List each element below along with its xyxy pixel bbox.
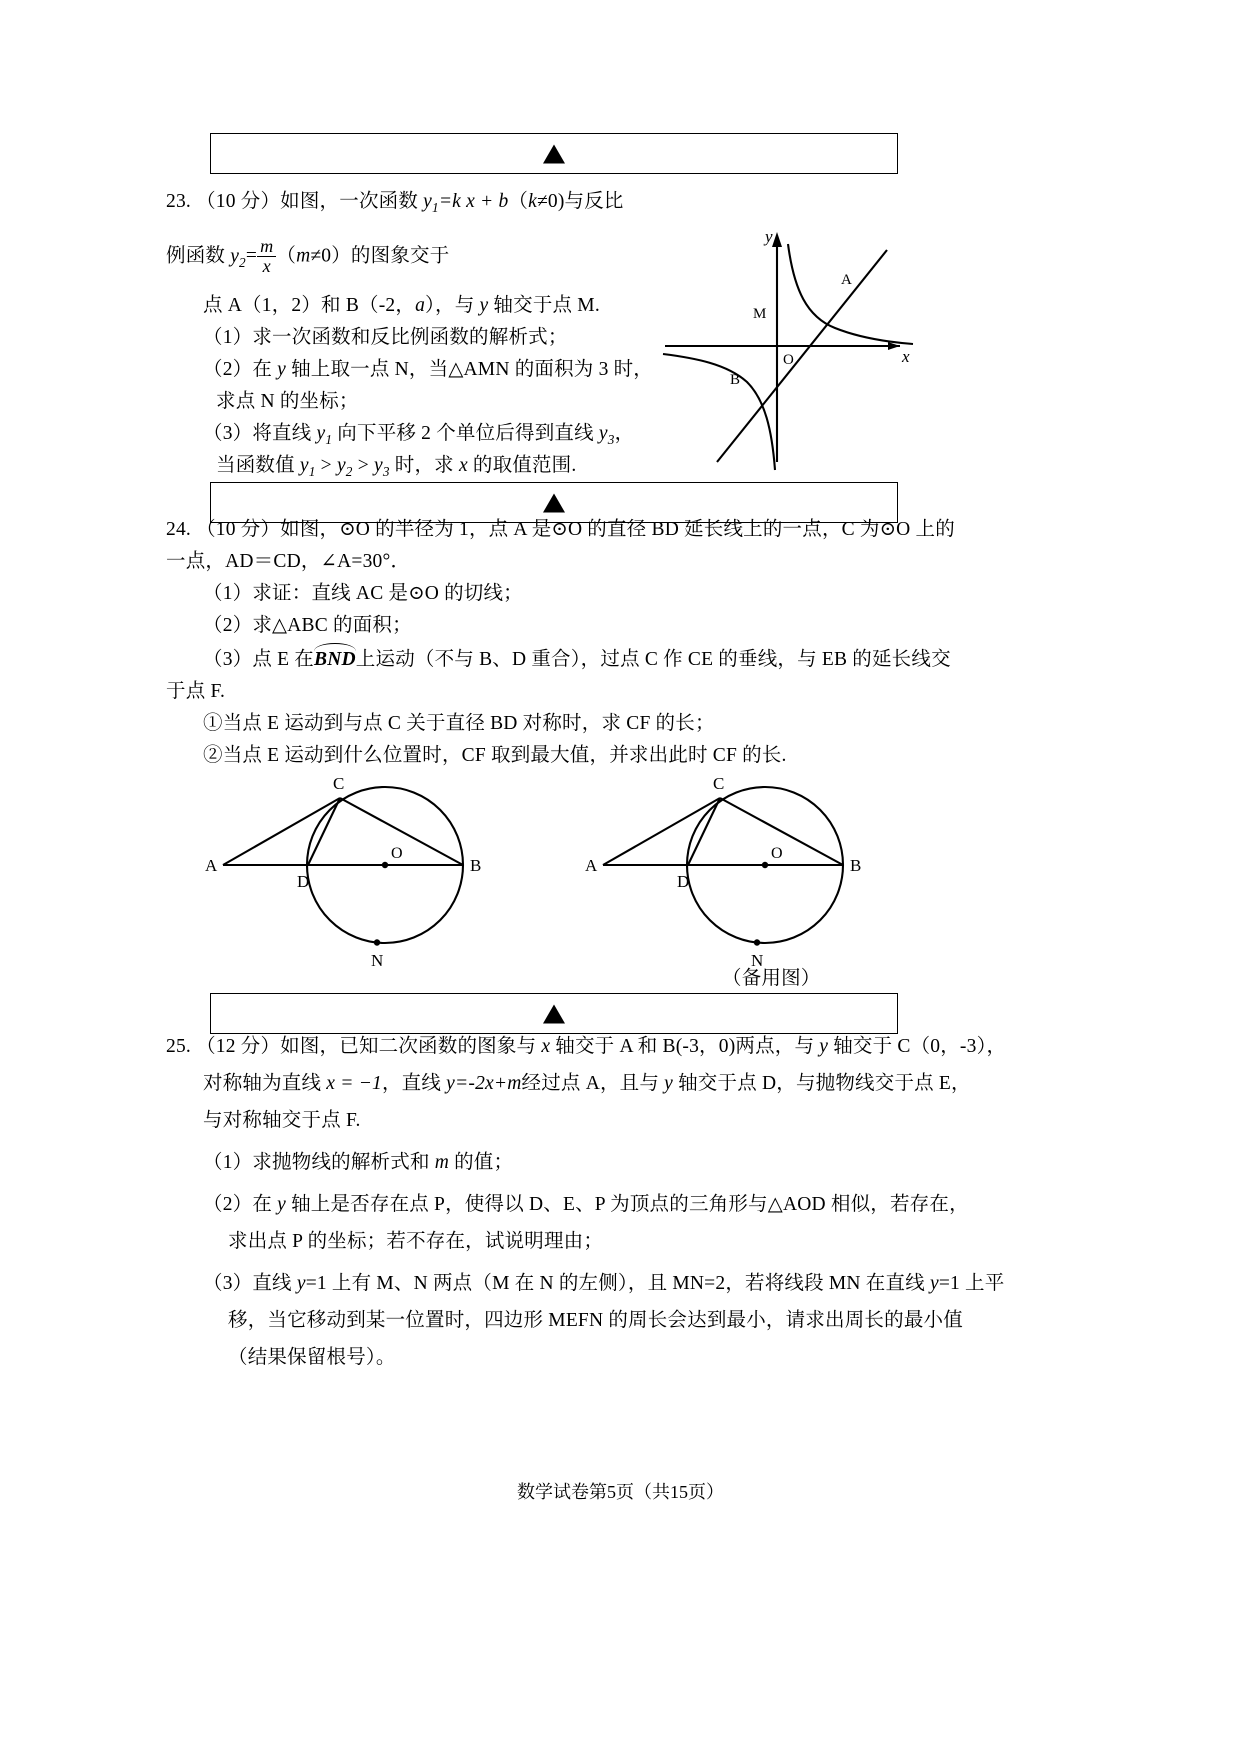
problem-24-part-1: （1）求证：直线 AC 是⊙O 的切线； [203,583,523,604]
problem-23-part-3: （3）将直线 $y_1$ 向下平移 2 个单位后得到直线 $y_3$， [203,423,635,447]
problem-23-part-2-cont: 求点 N 的坐标； [216,391,359,412]
label-y-axis: y [765,227,773,246]
problem-25-part-3-cont-1: 移，当它移动到某一位置时，四边形 MEFN 的周长会达到最小，请求出周长的最小值 [228,1310,963,1331]
label-point-D: D [677,872,690,891]
label-point-N: N [751,951,764,970]
triangle-marker-icon [543,493,565,512]
answer-box-22[interactable] [210,133,898,174]
label-point-N: N [371,951,384,970]
label-point-B: B [730,372,741,388]
figure-problem-24-main [205,770,545,970]
arc-BND-label: BND [314,648,356,672]
label-point-M: M [753,306,767,322]
label-point-C: C [333,774,345,793]
triangle-marker-icon [543,144,565,163]
problem-25-line-1: 25. （12 分）如图，已知二次函数的图象与 x 轴交于 A 和 B(-3，0)两点，与 y 轴交于 C（0，-3）， [166,1036,1007,1057]
problem-25-line-2: 对称轴为直线 x = −1，直线 y=-2x+m经过点 A，且与 y 轴交于点 D，与抛物线交于点 E， [203,1073,971,1094]
problem-24-part-3-cont: 于点 F. [166,681,226,702]
answer-box-23[interactable] [210,482,898,523]
label-point-D: D [297,872,310,891]
label-point-A: A [205,856,218,875]
label-point-O: O [391,845,403,862]
circle-figure-spare [585,770,925,970]
problem-25-line-3: 与对称轴交于点 F. [203,1110,361,1131]
label-x-axis: x [902,347,910,366]
label-origin: O [783,352,794,368]
fraction-m-over-x: $\frac{m}{x}$ [257,237,276,275]
problem-25-part-2-cont: 求出点 P 的坐标；若不存在，试说明理由； [228,1231,604,1252]
figure-problem-24-spare [585,770,925,970]
triangle-marker-icon [543,1004,565,1023]
label-point-O: O [771,845,783,862]
problem-24-part-3: （3）点 E 在BND上运动（不与 B、D 重合），过点 C 作 CE 的垂线，与 EB 的延长线交 [203,648,951,672]
figure-spare-caption: （备用图） [722,968,821,989]
problem-24-part-2: （2）求△ABC 的面积； [203,615,412,636]
problem-23-number: 23. [166,191,191,212]
problem-23-part-1: （1）求一次函数和反比例函数的解析式； [203,327,568,348]
problem-25-part-2: （2）在 y 轴上是否存在点 P，使得以 D、E、P 为顶点的三角形与△AOD 相似，若存在， [203,1194,969,1215]
problem-23-line-1: 23. （10 分）如图，一次函数 $y_1=k$ x + b（k≠0)与反比 [166,191,624,215]
circle-figure-main [205,770,545,970]
problem-23-part-3-cont: 当函数值 $y_1 > y_2 > y_3$ 时，求 x 的取值范围. [216,455,577,479]
label-point-A: A [841,272,852,288]
problem-23-line-3: 点 A（1，2）和 B（-2，a），与 y 轴交于点 M. [203,295,600,316]
problem-25-part-3: （3）直线 y=1 上有 M、N 两点（M 在 N 的左侧），且 MN=2，若将线段 MN 在直线 y=1 上平 [203,1273,1005,1294]
problem-24-part-3-sub-1: ①当点 E 运动到与点 C 关于直径 BD 对称时，求 CF 的长； [203,713,715,734]
problem-24-line-1: 24. （10 分）如图，⊙O 的半径为 1，点 A 是⊙O 的直径 BD 延长线上的一点，C 为⊙O 上的 [166,519,955,540]
label-point-B: B [470,856,482,875]
problem-25-number: 25. [166,1036,191,1057]
page-footer: 数学试卷第5页（共15页） [517,1482,724,1502]
coordinate-graph-hyperbola [655,222,925,472]
problem-25-part-3-cont-2: （结果保留根号）。 [228,1347,396,1368]
problem-25-part-1: （1）求抛物线的解析式和 m 的值； [203,1152,514,1173]
problem-24-line-2: 一点，AD＝CD，∠A=30°． [166,551,411,572]
label-point-C: C [713,774,725,793]
answer-box-24[interactable] [210,993,898,1034]
figure-problem-23 [655,222,925,472]
problem-24-number: 24. [166,519,191,540]
problem-23-part-2: （2）在 y 轴上取一点 N，当△AMN 的面积为 3 时， [203,359,654,380]
label-point-A: A [585,856,598,875]
label-point-B: B [850,856,862,875]
problem-24-part-3-sub-2: ②当点 E 运动到什么位置时，CF 取到最大值，并求出此时 CF 的长. [203,745,787,766]
problem-23-line-2: 例函数 $y_2=$ $\frac{m}{x}$ （m≠0）的图象交于 [166,236,450,276]
